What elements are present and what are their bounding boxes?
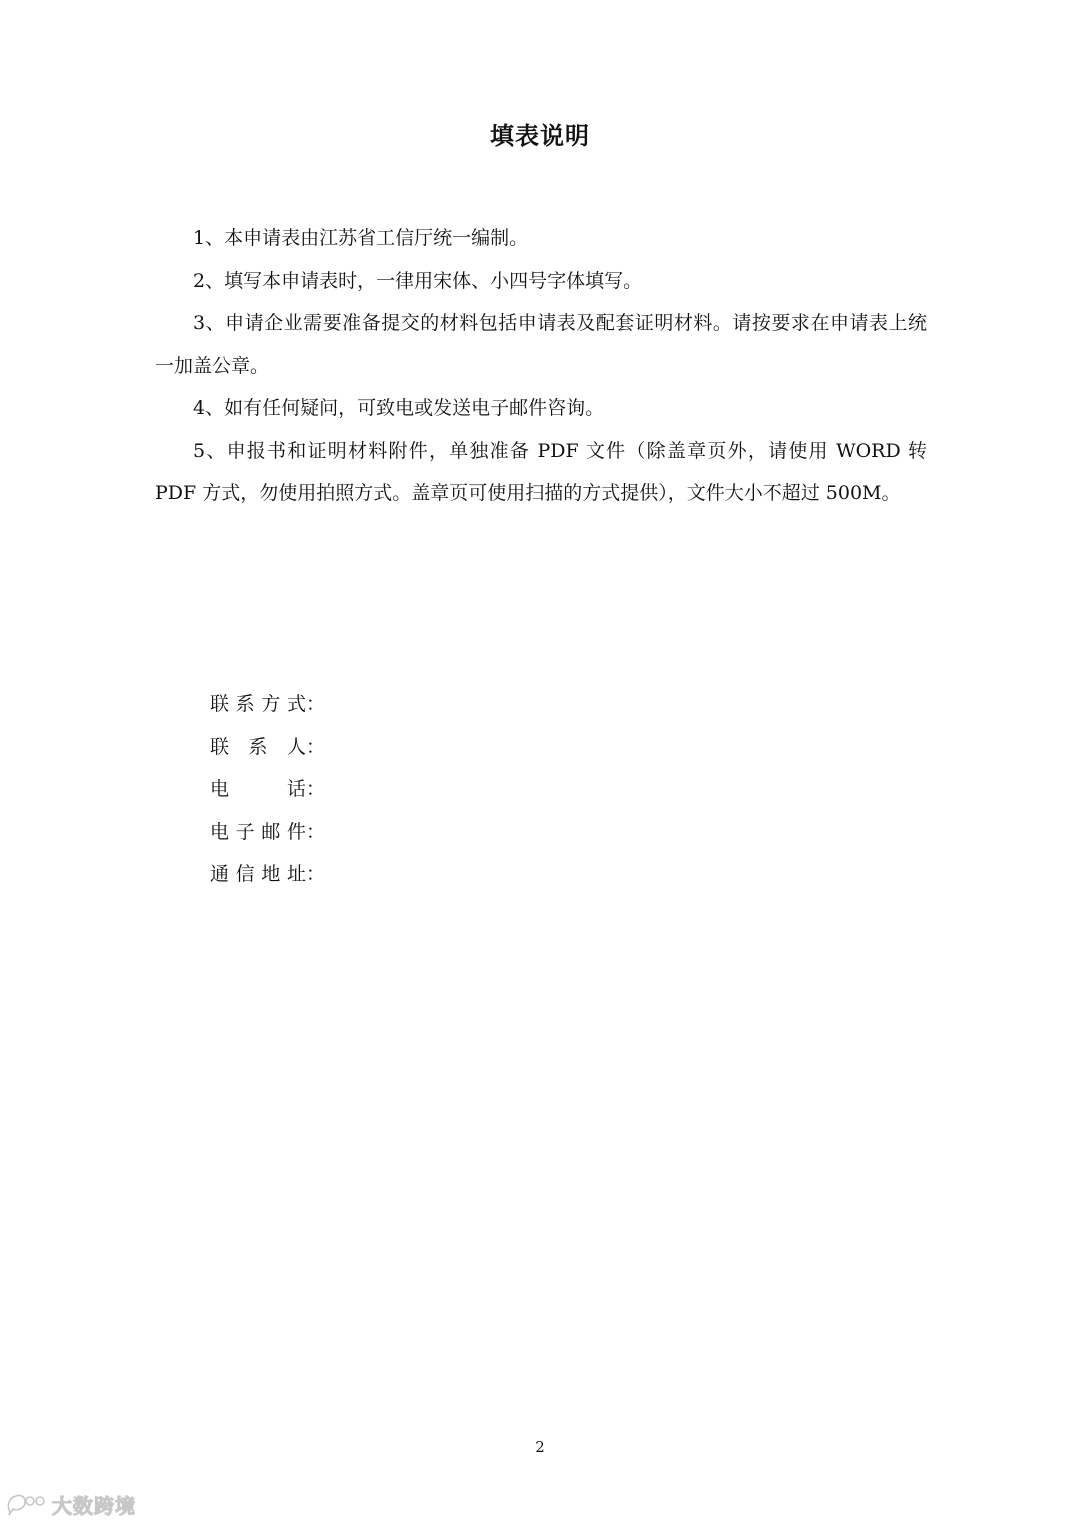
chat-bubble-logo-icon — [6, 1492, 48, 1518]
page-title: 填表说明 — [490, 122, 590, 150]
contact-info — [210, 683, 325, 896]
colon: ： — [306, 693, 326, 715]
contact-person-row — [210, 726, 325, 769]
contact-person-label: 联系人 — [210, 735, 306, 758]
colon: ： — [306, 820, 326, 843]
contact-email-row — [210, 811, 325, 854]
contact-address-label: 通信地址 — [210, 863, 306, 885]
contact-phone-row — [210, 768, 325, 811]
contact-address-row — [210, 853, 325, 896]
instruction-item-5: 5、申报书和证明材料附件，单独准备 PDF 文件（除盖章页外，请使用 WORD 转 PDF 方式，勿使用拍照方式。盖章页可使用扫描的方式提供），文件大小不超过 500M。 — [155, 439, 927, 504]
instructions-list — [155, 217, 927, 515]
watermark-text: 大数跨境 — [52, 1494, 136, 1518]
colon: ： — [306, 863, 326, 885]
instruction-item-1: 1、本申请表由江苏省工信厅统一编制。 — [193, 227, 529, 249]
contact-method-row — [210, 683, 325, 726]
page-number: 2 — [535, 1438, 545, 1456]
colon: ： — [306, 778, 326, 800]
instruction-item-4: 4、如有任何疑问，可致电或发送电子邮件咨询。 — [193, 397, 605, 419]
contact-method-label: 联系方式 — [210, 693, 306, 715]
colon: ： — [306, 735, 326, 758]
watermark — [6, 1490, 136, 1519]
instruction-item-2: 2、填写本申请表时，一律用宋体、小四号字体填写。 — [193, 269, 643, 292]
contact-phone-label: 电话 — [210, 778, 306, 800]
contact-email-label: 电子邮件 — [210, 820, 306, 843]
instruction-item-3: 3、申请企业需要准备提交的材料包括申请表及配套证明材料。请按要求在申请表上统一加盖公章。 — [155, 312, 927, 377]
